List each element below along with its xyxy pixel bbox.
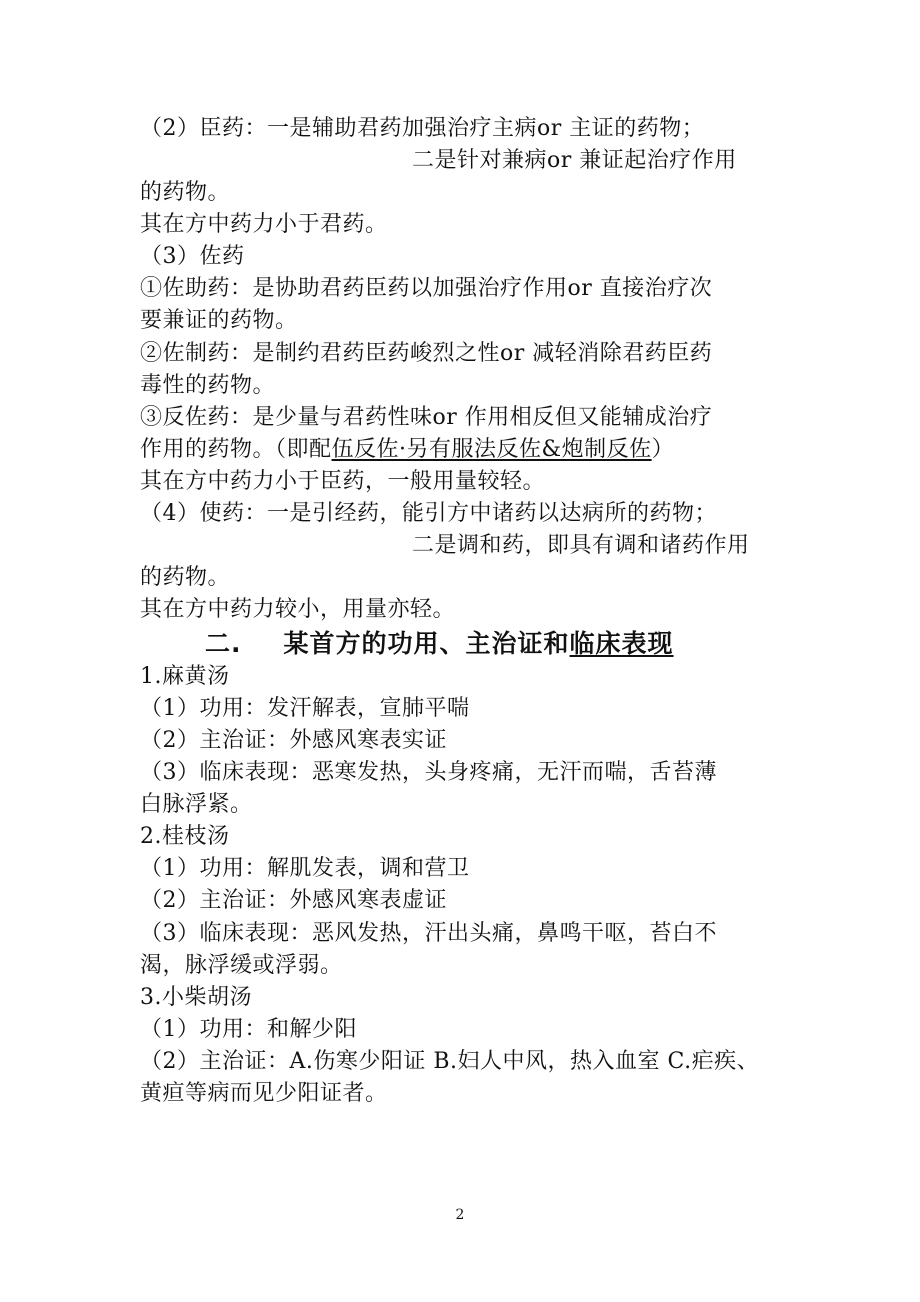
guizhi-indication: （2）主治证：外感风寒表虚证 <box>140 888 447 913</box>
fanzuo-line-2-underlined: 伍反佐·另有服法反佐&炮制反佐 <box>331 437 652 462</box>
shi-power: 其在方中药力较小，用量亦轻。 <box>140 597 456 622</box>
page-number: 2 <box>455 1207 465 1223</box>
fanzuo-line-2-pre: 作用的药物。（即配 <box>140 437 332 462</box>
xiaochaihu-function: （1）功用：和解少阳 <box>140 1017 357 1042</box>
mahuang-clinical-1: （3）临床表现：恶寒发热，头身疼痛，无汗而喘，舌苔薄 <box>140 760 717 785</box>
xiaochaihu-indication-1: （2）主治证：A.伤寒少阳证 B.妇人中风，热入血室 C.疟疾、 <box>140 1049 760 1074</box>
chen-power: 其在方中药力小于君药。 <box>140 212 388 237</box>
zuo-title: （3）佐药 <box>140 244 245 269</box>
zuozhu-line-1: ①佐助药：是协助君药臣药以加强治疗作用or 直接治疗次 <box>140 276 713 301</box>
mahuang-indication: （2）主治证：外感风寒表实证 <box>140 728 447 753</box>
chen-line-2: 二是针对兼病or 兼证起治疗作用 <box>412 148 737 173</box>
shi-line-1: （4）使药：一是引经药，能引方中诸药以达病所的药物； <box>140 501 717 526</box>
chen-line-1: （2）臣药：一是辅助君药加强治疗主病or 主证的药物； <box>140 116 705 141</box>
guizhi-function: （1）功用：解肌发表，调和营卫 <box>140 856 470 881</box>
chen-line-3: 的药物。 <box>140 180 231 205</box>
mahuang-clinical-2: 白脉浮紧。 <box>140 792 253 817</box>
shi-line-3: 的药物。 <box>140 565 231 590</box>
guizhi-clinical-2: 渴，脉浮缓或浮弱。 <box>140 953 343 978</box>
fanzuo-line-2 <box>140 434 674 466</box>
mahuang-function: （1）功用：发汗解表，宣肺平喘 <box>140 696 470 721</box>
xiaochaihu-title: 3.小柴胡汤 <box>140 985 252 1010</box>
section-2-title-underlined: 临床表现 <box>569 629 674 658</box>
guizhi-title: 2.桂枝汤 <box>140 824 230 849</box>
shi-line-2: 二是调和药，即具有调和诸药作用 <box>412 533 750 558</box>
zuozhi-line-2: 毒性的药物。 <box>140 373 276 398</box>
section-2-number: 二. <box>205 629 242 658</box>
zuozhu-line-2: 要兼证的药物。 <box>140 308 298 333</box>
section-2-title: 某首方的功用、主治证和 <box>283 629 570 658</box>
fanzuo-line-1: ③反佐药：是少量与君药性味or 作用相反但又能辅成治疗 <box>140 405 713 430</box>
zuo-power: 其在方中药力小于臣药，一般用量较轻。 <box>140 469 546 494</box>
mahuang-title: 1.麻黄汤 <box>140 664 230 689</box>
zuozhi-line-1: ②佐制药：是制约君药臣药峻烈之性or 减轻消除君药臣药 <box>140 341 713 366</box>
guizhi-clinical-1: （3）临床表现：恶风发热，汗出头痛，鼻鸣干呕，苔白不 <box>140 921 717 946</box>
fanzuo-line-2-post: ） <box>651 437 675 462</box>
xiaochaihu-indication-2: 黄疸等病而见少阳证者。 <box>140 1081 388 1106</box>
section-2-heading <box>205 624 674 660</box>
